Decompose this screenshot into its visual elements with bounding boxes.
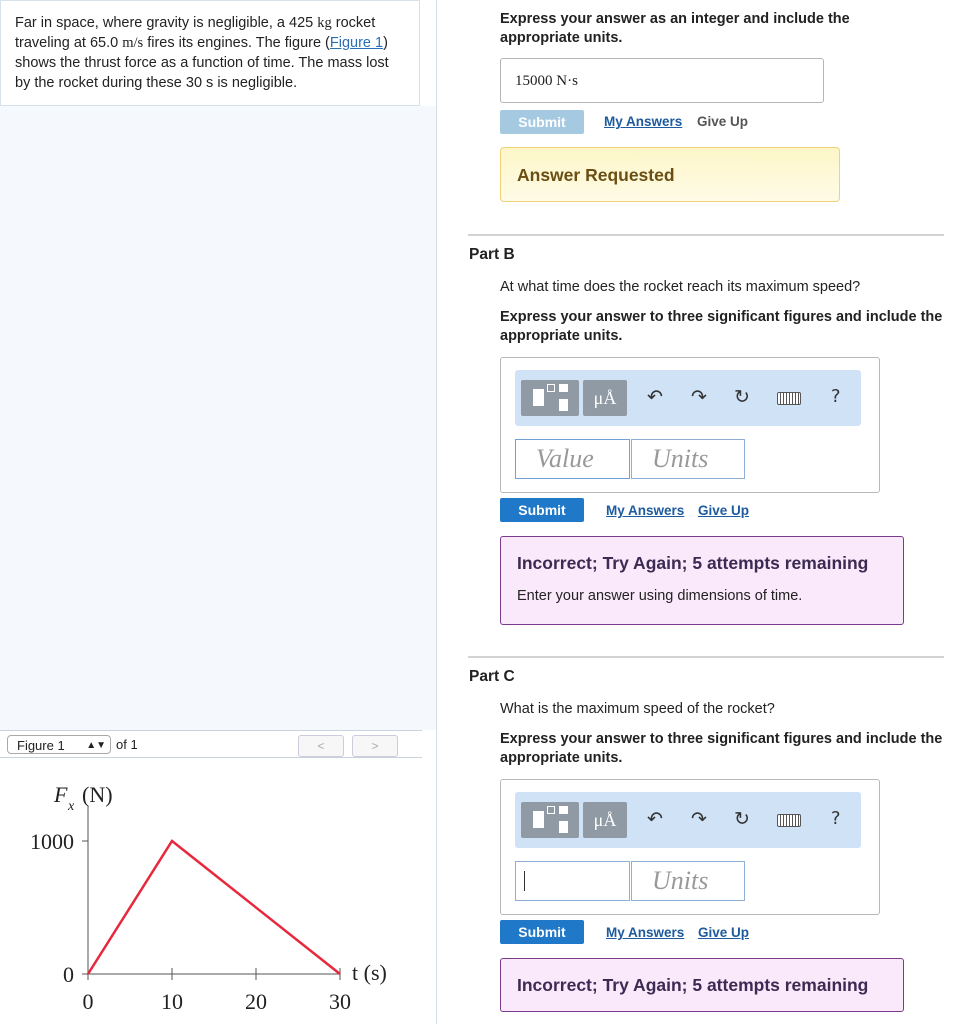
figure-select[interactable]	[7, 735, 111, 754]
partB-units-input[interactable]: Units	[631, 439, 745, 479]
undo-icon[interactable]: ↶	[647, 809, 663, 830]
partA-answer-value: 15000 N·s	[515, 73, 578, 89]
problem-text-2: rocket traveling at 65.0	[15, 15, 376, 51]
y-axis-label-symbol: F	[54, 782, 68, 807]
x-tick-label: 20	[245, 989, 267, 1014]
template-sup-icon	[559, 384, 568, 392]
x-axis-label: t (s)	[352, 960, 387, 985]
prev-figure-button[interactable]: <	[298, 735, 344, 757]
figure-navigation-bar	[0, 730, 422, 758]
thrust-series-line	[88, 841, 340, 974]
keyboard-icon[interactable]	[777, 814, 801, 827]
partC-question: What is the maximum speed of the rocket?	[500, 701, 775, 717]
partB-instruction: Express your answer to three significant figures and include the appropriate units.	[500, 309, 943, 344]
x-tick-label: 0	[82, 989, 94, 1014]
partC-my-answers-link[interactable]: My Answers	[606, 925, 685, 940]
y-axis-label-subscript: x	[68, 799, 75, 814]
partC-help-button[interactable]: ?	[831, 808, 841, 829]
figure-link[interactable]: Figure 1	[329, 35, 384, 51]
partA-instruction: Express your answer as an integer and include the appropriate units.	[500, 11, 850, 46]
partB-give-up-link[interactable]: Give Up	[698, 503, 750, 518]
reset-icon[interactable]: ↻	[734, 809, 750, 830]
partC-separator	[468, 656, 944, 658]
partC-feedback-box	[500, 958, 904, 1012]
problem-text-4: ) shows the thrust force as a function of time. The mass lost by the rocket during these 30 s is negligible.	[15, 35, 389, 91]
partB-template-button[interactable]	[521, 380, 579, 416]
text-cursor	[524, 871, 525, 891]
partB-toolbar	[515, 370, 861, 426]
problem-statement	[0, 0, 420, 106]
partA-submit-button[interactable]: Submit	[500, 110, 584, 134]
y-tick-label: 1000	[30, 829, 74, 854]
x-tick-label: 10	[161, 989, 183, 1014]
problem-text	[15, 13, 405, 93]
partB-submit-button[interactable]: Submit	[500, 498, 584, 522]
partB-help-button[interactable]: ?	[831, 386, 841, 407]
partC-instruction: Express your answer to three significant figures and include the appropriate units.	[500, 731, 943, 766]
partC-submit-button[interactable]: Submit	[500, 920, 584, 944]
partC-toolbar	[515, 792, 861, 848]
reset-icon[interactable]: ↻	[734, 387, 750, 408]
unit-kg: kg	[317, 15, 332, 31]
partB-question: At what time does the rocket reach its maximum speed?	[500, 279, 861, 295]
partB-feedback-box	[500, 536, 904, 625]
template-box-icon	[547, 806, 555, 814]
partC-units-button[interactable]: μÅ	[583, 802, 627, 838]
template-block-icon	[533, 389, 544, 406]
partB-separator	[468, 234, 944, 236]
partA-answer-box	[500, 58, 824, 103]
partC-answer-editor	[500, 779, 880, 915]
partC-units-input[interactable]: Units	[631, 861, 745, 901]
partB-answer-editor	[500, 357, 880, 493]
y-axis-label-unit: (N)	[82, 782, 113, 807]
column-divider	[436, 0, 437, 1024]
partB-my-answers-link[interactable]: My Answers	[606, 503, 685, 518]
template-sup-icon	[559, 806, 568, 814]
problem-text-1: Far in space, where gravity is negligible, a 425	[15, 15, 318, 31]
next-figure-button[interactable]: >	[352, 735, 398, 757]
partB-value-input[interactable]: Value	[515, 439, 630, 479]
template-sub-icon	[559, 821, 568, 833]
keyboard-icon[interactable]	[777, 392, 801, 405]
partB-units-button[interactable]: μÅ	[583, 380, 627, 416]
partB-title: Part B	[469, 246, 515, 263]
problem-text-3: fires its engines. The figure (	[143, 35, 330, 51]
partA-my-answers-link[interactable]: My Answers	[604, 114, 683, 129]
partC-template-button[interactable]	[521, 802, 579, 838]
figure-count: of 1	[116, 737, 138, 752]
figure-select-label: Figure 1	[17, 738, 65, 753]
select-arrows-icon: ▲▼	[86, 740, 106, 751]
redo-icon[interactable]: ↷	[691, 809, 707, 830]
partC-value-input[interactable]	[515, 861, 630, 901]
partC-give-up-link[interactable]: Give Up	[698, 925, 750, 940]
partC-title: Part C	[469, 668, 515, 685]
partC-feedback-title: Incorrect; Try Again; 5 attempts remaining	[517, 975, 869, 995]
y-tick-label: 0	[63, 962, 74, 987]
redo-icon[interactable]: ↷	[691, 387, 707, 408]
undo-icon[interactable]: ↶	[647, 387, 663, 408]
left-panel-background	[0, 106, 436, 730]
template-sub-icon	[559, 399, 568, 411]
unit-ms: m/s	[122, 35, 144, 51]
partA-answer-requested-banner: Answer Requested	[500, 147, 840, 202]
template-box-icon	[547, 384, 555, 392]
partB-feedback-text: Enter your answer using dimensions of time.	[517, 588, 803, 604]
partA-give-up-link[interactable]: Give Up	[697, 114, 749, 129]
partB-feedback-title: Incorrect; Try Again; 5 attempts remaining	[517, 553, 869, 573]
x-tick-label: 30	[329, 989, 351, 1014]
template-block-icon	[533, 811, 544, 828]
thrust-chart	[0, 758, 422, 1024]
